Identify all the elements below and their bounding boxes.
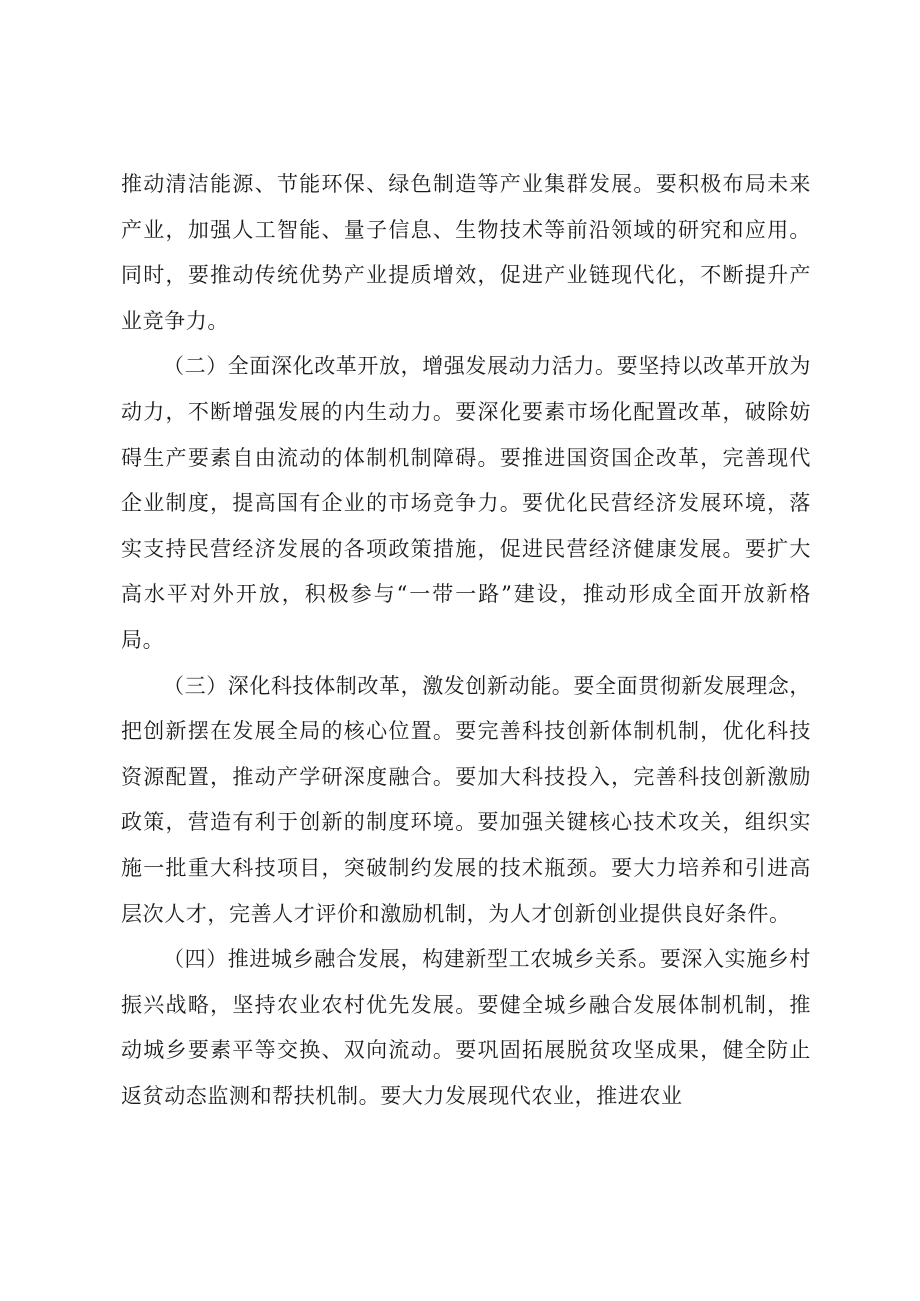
paragraph-section-4: （四）推进城乡融合发展，构建新型工农城乡关系。要深入实施乡村振兴战略，坚持农业农村优先发展。要健全城乡融合发展体制机制，推动城乡要素平等交换、双向流动。要巩固拓展脱贫攻坚成果，健全防止返贫动态监测和帮扶机制。要大力发展现代农业，推进农业 xyxy=(121,947,811,1108)
document-body xyxy=(121,162,811,1119)
paragraph-continuation: 推动清洁能源、节能环保、绿色制造等产业集群发展。要积极布局未来产业，加强人工智能、量子信息、生物技术等前沿领域的研究和应用。同时，要推动传统优势产业提质增效，促进产业链现代化，不断提升产业竞争力。 xyxy=(121,172,811,333)
paragraph-section-3: （三）深化科技体制改革，激发创新动能。要全面贯彻新发展理念，把创新摆在发展全局的核心位置。要完善科技创新体制机制，优化科技资源配置，推动产学研深度融合。要加大科技投入，完善科技创新激励政策，营造有利于创新的制度环境。要加强关键核心技术攻关，组织实施一批重大科技项目，突破制约发展的技术瓶颈。要大力培养和引进高层次人才，完善人才评价和激励机制，为人才创新创业提供良好条件。 xyxy=(121,673,811,926)
paragraph-section-2: （二）全面深化改革开放，增强发展动力活力。要坚持以改革开放为动力，不断增强发展的内生动力。要深化要素市场化配置改革，破除妨碍生产要素自由流动的体制机制障碍。要推进国资国企改革，完善现代企业制度，提高国有企业的市场竞争力。要优化民营经济发展环境，落实支持民营经济发展的各项政策措施，促进民营经济健康发展。要扩大高水平对外开放，积极参与“一带一路”建设，推动形成全面开放新格局。 xyxy=(121,354,811,652)
